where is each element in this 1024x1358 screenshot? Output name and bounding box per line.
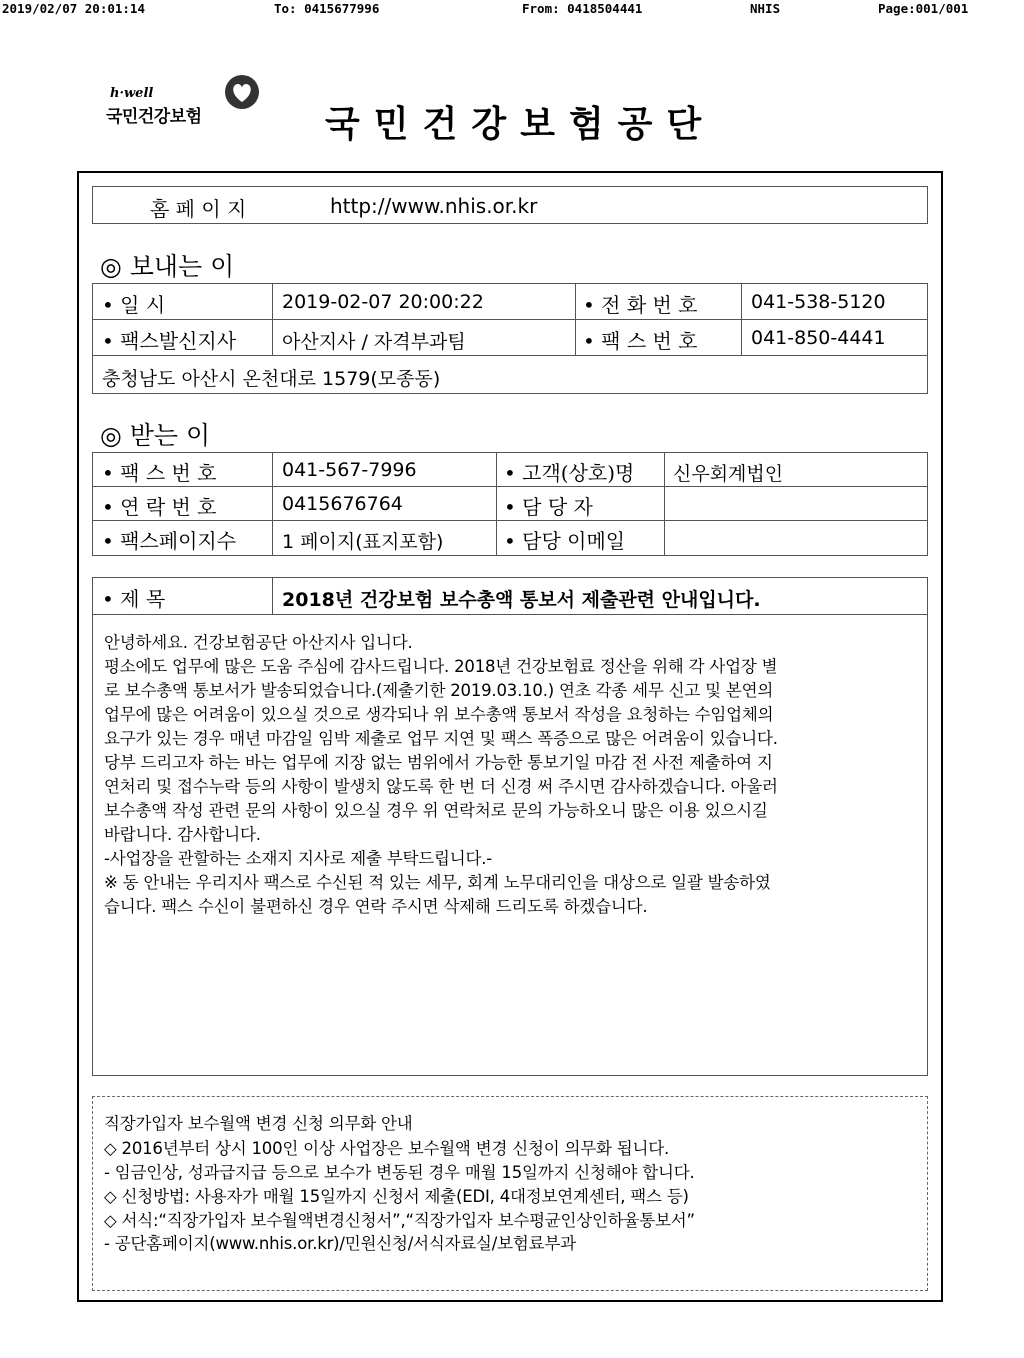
sender-row-divider-2: [92, 355, 928, 356]
subject-label: • 제 목: [102, 587, 166, 611]
receiver-pages-label: • 팩스페이지수: [102, 529, 237, 553]
subject-text: 2018년 건강보험 보수총액 통보서 제출관련 안내입니다.: [282, 589, 761, 611]
fax-datetime: 2019/02/07 20:01:14: [2, 1, 145, 16]
receiver-pages: 1 페이지(표지포함): [282, 531, 444, 553]
receiver-col-divider-3: [664, 452, 665, 556]
sender-heading: ◎ 보내는 이: [100, 252, 235, 281]
org-title: 국민건강보험공단: [325, 104, 716, 145]
logo-tagline: h·well: [110, 86, 154, 101]
body-line: 평소에도 업무에 많은 도움 주심에 감사드립니다. 2018년 건강보험료 정산을 위해 각 사업장 별: [104, 657, 778, 676]
body-line: 바랍니다. 감사합니다.: [104, 825, 261, 844]
sender-fax-label: • 팩 스 번 호: [583, 329, 698, 353]
receiver-customer: 신우회계법인: [673, 463, 784, 485]
body-line: 연처리 및 접수누락 등의 사항이 발생치 않도록 한 번 더 신경 써 주시면 감사하겠습니다. 아울러: [104, 777, 778, 796]
subject-divider: [92, 614, 928, 615]
body-line: 로 보수총액 통보서가 발송되었습니다.(제출기한 2019.03.10.) 연초 각종 세무 신고 및 본연의: [104, 681, 774, 700]
receiver-row-divider-2: [92, 520, 928, 521]
receiver-heading: ◎ 받는 이: [100, 421, 211, 450]
receiver-fax-label: • 팩 스 번 호: [102, 461, 217, 485]
sender-col-divider-1: [272, 283, 273, 355]
homepage-label: 홈 페 이 지: [150, 197, 247, 221]
heart-logo-icon: [220, 74, 264, 114]
receiver-col-divider-1: [272, 452, 273, 556]
sender-col-divider-3: [741, 283, 742, 355]
notice-line: - 공단홈페이지(www.nhis.or.kr)/민원신청/서식자료실/보험료부과: [104, 1234, 576, 1253]
notice-line: ◇ 서식:“직장가입자 보수월액변경신청서”,“직장가입자 보수평균인상인하율통보서”: [104, 1211, 695, 1230]
fax-header: [0, 0, 1024, 18]
receiver-row-divider-1: [92, 486, 928, 487]
sender-col-divider-2: [575, 283, 576, 355]
notice-line: - 임금인상, 성과급지급 등으로 보수가 변동된 경우 매월 15일까지 신청해야 합니다.: [104, 1163, 695, 1182]
body-line: 보수총액 작성 관련 문의 사항이 있으실 경우 위 연락처로 문의 가능하오니 많은 이용 있으시길: [104, 801, 768, 820]
receiver-email-label: • 담당 이메일: [504, 529, 626, 553]
fax-page: Page:001/001: [878, 1, 969, 16]
sender-phone-label: • 전 화 번 호: [583, 293, 698, 317]
sender-fax: 041-850-4441: [751, 327, 886, 349]
notice-line: ◇ 2016년부터 상시 100인 이상 사업장은 보수월액 변경 신청이 의무화 됩니다.: [104, 1139, 670, 1158]
receiver-contact: 0415676764: [282, 493, 403, 515]
sender-phone: 041-538-5120: [751, 291, 886, 313]
homepage-url[interactable]: http://www.nhis.or.kr: [330, 194, 538, 218]
sender-datetime: 2019-02-07 20:00:22: [282, 291, 484, 313]
logo-text: 국민건강보험: [106, 107, 202, 127]
receiver-col-divider-2: [496, 452, 497, 556]
subject-col-divider: [272, 577, 273, 614]
fax-to: To: 0415677996: [274, 1, 380, 16]
fax-from: From: 0418504441: [522, 1, 643, 16]
body-line: 습니다. 팩스 수신이 불편하신 경우 연락 주시면 삭제해 드리도록 하겠습니다.: [104, 897, 648, 916]
body-line: 요구가 있는 경우 매년 마감일 임박 제출로 업무 지연 및 팩스 폭증으로 많은 어려움이 있습니다.: [104, 729, 778, 748]
receiver-contact-label: • 연 락 번 호: [102, 495, 217, 519]
receiver-manager-label: • 담 당 자: [504, 495, 593, 519]
receiver-customer-label: • 고객(상호)명: [504, 461, 635, 485]
notice-title: 직장가입자 보수월액 변경 신청 의무화 안내: [104, 1114, 413, 1133]
body-line: 당부 드리고자 하는 바는 업무에 지장 없는 범위에서 가능한 통보기일 마감 전 사전 제출하여 지: [104, 753, 773, 772]
body-line: 안녕하세요. 건강보험공단 아산지사 입니다.: [104, 633, 413, 652]
body-line: ※ 동 안내는 우리지사 팩스로 수신된 적 있는 세무, 회계 노무대리인을 대상으로 일괄 발송하였: [104, 873, 771, 892]
sender-row-divider-1: [92, 319, 928, 320]
sender-address: 충청남도 아산시 온천대로 1579(모종동): [102, 368, 441, 390]
body-line: 업무에 많은 어려움이 있으실 것으로 생각되나 위 보수총액 통보서 작성을 요청하는 수임업체의: [104, 705, 774, 724]
body-line: -사업장을 관할하는 소재지 지사로 제출 부탁드립니다.-: [104, 849, 493, 868]
sender-datetime-label: • 일 시: [102, 293, 166, 317]
receiver-fax: 041-567-7996: [282, 459, 417, 481]
notice-line: ◇ 신청방법: 사용자가 매월 15일까지 신청서 제출(EDI, 4대정보연계센터, 팩스 등): [104, 1187, 689, 1206]
sender-branch-label: • 팩스발신지사: [102, 329, 237, 353]
fax-org: NHIS: [750, 1, 781, 16]
sender-branch: 아산지사 / 자격부과팀: [282, 331, 466, 353]
nhis-logo: [106, 72, 276, 132]
